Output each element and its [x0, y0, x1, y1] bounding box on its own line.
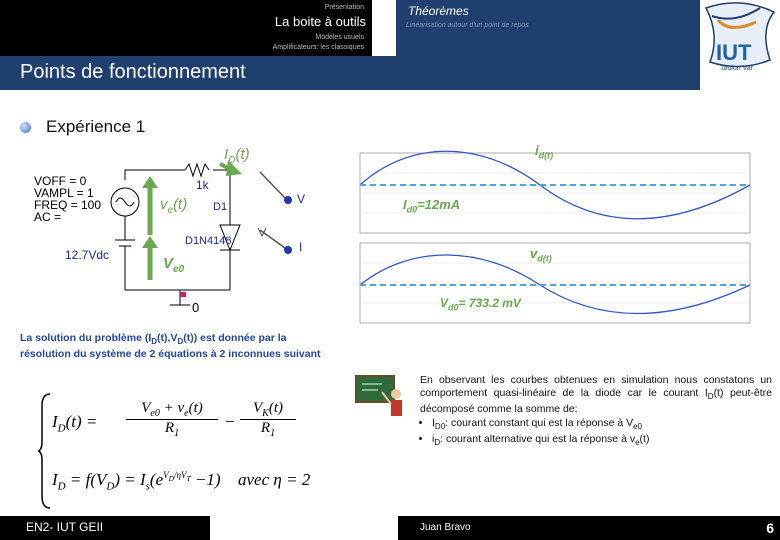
graph-vd0-label: $V_{d0}= 733.2$ mV — [440, 296, 521, 313]
ve-arrow-icon — [142, 176, 158, 188]
header-nav — [0, 0, 372, 56]
footer-course: EN2- IUT GEII — [26, 520, 104, 534]
nav-modeles-usuels[interactable]: Modèles usuels — [315, 34, 364, 41]
logo-subtext: Toulon Var — [720, 65, 753, 72]
vampl-label: VAMPL = 1 — [34, 186, 94, 200]
eq1-fraction2: $V_K(t)$ $R_1$ — [240, 400, 296, 439]
graph-vd-label: $v_{d(t)}$ — [530, 246, 552, 264]
observation-bullet-1: • $I_{D0}$: courant constant qui est la réponse à $V_{e0}$ — [432, 417, 772, 433]
equation-system — [38, 392, 378, 514]
diode-model-label: D1N4148 — [185, 235, 232, 247]
diode-label: D1 — [213, 201, 228, 213]
section-subtitle: Linéarisation autour d'un point de repos — [406, 22, 529, 29]
ac-label: AC = — [34, 210, 62, 224]
iut-logo — [700, 0, 780, 90]
observation-bullet-2: • $i_D$: courant alternative qui est la réponse à $v_e(t)$ — [432, 433, 772, 449]
ground-label: 0 — [192, 300, 200, 315]
freq-label: FREQ = 100 — [34, 198, 102, 212]
nav-boite-a-outils[interactable]: La boite à outils — [274, 14, 366, 29]
eq1-minus: − — [224, 412, 236, 431]
slide-title-bar — [0, 56, 700, 90]
brace-icon — [38, 392, 52, 510]
solution-text: La solution du problème $(I_D(t),V_D(t))$ est donnée par la résolution du système de 2 équations à 2 inconnues suivant — [20, 332, 321, 361]
bullet-title: Expérience 1 — [46, 117, 146, 136]
nav-presentation[interactable]: Présentation — [324, 4, 364, 11]
probe-i-label: I — [299, 240, 303, 254]
footer-right — [398, 516, 780, 540]
eq2-avec: avec η = 2 — [238, 470, 311, 489]
graph-id-label: $i_{d(t)}$ — [535, 143, 554, 161]
ve-t-label: $v_e(t)$ — [160, 196, 188, 216]
observation-text: En observant les courbes obtenues en simulation nous constatons un comportement quasi-linéaire de la diode car le courant $I_D(t)$ peut-être décomposé comme la somme de: • $I_{D0}$: courant constant qui est la réponse à $V_{e0}$ • $i_D$: courant alternative qui est la réponse à $v_e(t)$ — [420, 374, 772, 449]
footer-author: Juan Bravo — [420, 522, 471, 533]
eq2: $I_D = f(V_D) = I_s(e^{V_D/\eta V_T} -1)$ — [52, 470, 221, 493]
resistor-label: 1k — [196, 178, 209, 192]
circuit-schematic — [20, 140, 350, 325]
logo-text: IUT — [716, 40, 752, 65]
graph-id0-label: $I_{d0}=12mA$ — [403, 197, 461, 215]
bullet-icon — [20, 122, 31, 133]
page-number: 6 — [766, 520, 774, 536]
footer-left — [0, 516, 210, 540]
probe-v-label: V — [297, 192, 306, 206]
simulation-plot — [340, 145, 760, 335]
eq1-lhs: $I_D(t)$ = — [52, 412, 98, 435]
slide-title: Points de fonctionnement — [20, 61, 246, 83]
voltage-probe-icon — [260, 172, 285, 198]
section-title: Théorèmes — [408, 4, 469, 18]
source-params — [34, 175, 101, 223]
nav-amplificateurs[interactable]: Amplificateurs: les classiques — [272, 44, 364, 51]
id-t-label: $I_D(t)$ — [224, 146, 250, 166]
ve0-arrow-icon — [142, 236, 158, 248]
dc-source-label: 12.7Vdc — [65, 248, 110, 262]
eq1-fraction1: $V_{e0} + v_e(t)$ $R_1$ — [126, 400, 218, 439]
resistor-icon — [185, 164, 209, 176]
voff-label: VOFF = 0 — [34, 174, 87, 188]
ve0-label: $V_{e0}$ — [163, 255, 185, 275]
teacher-icon — [352, 372, 408, 422]
